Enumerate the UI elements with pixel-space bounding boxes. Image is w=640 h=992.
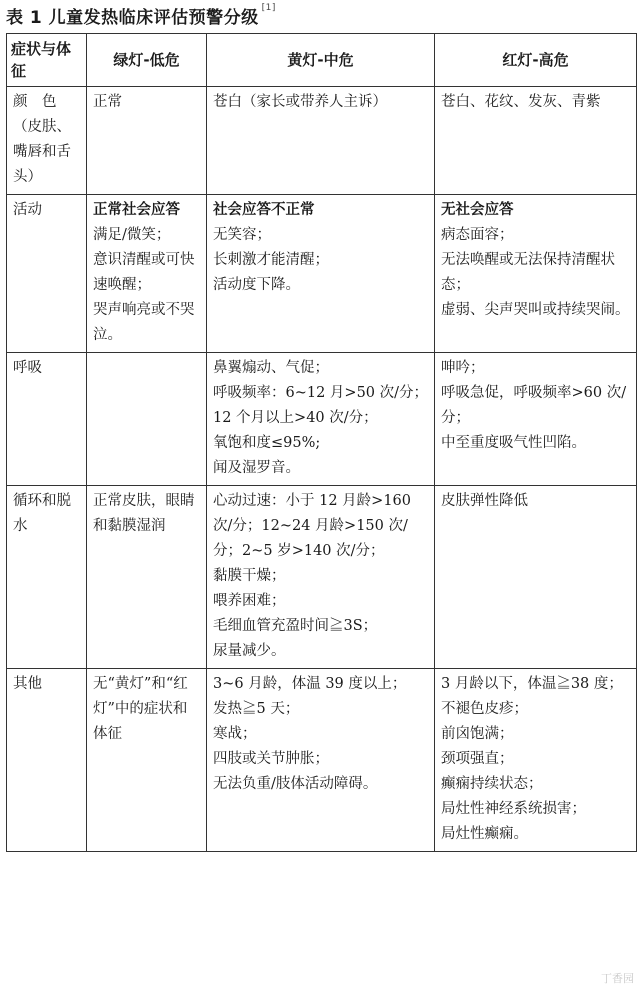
red-cell-line: 苍白、花纹、发灰、青紫: [441, 94, 601, 110]
red-cell-line: 癫痫持续状态；: [441, 776, 543, 792]
yellow-cell-line: 活动度下降。: [213, 277, 300, 293]
red-cell-line: 皮肤弹性降低: [441, 493, 528, 509]
yellow-cell-line: 无笑容；: [213, 227, 271, 243]
green-level-cell: [87, 195, 207, 353]
yellow-level-cell: [207, 87, 435, 195]
caption-reference: [1]: [261, 3, 276, 13]
table-caption: [6, 3, 276, 28]
red-cell-line: 不褪色皮疹；: [441, 701, 528, 717]
yellow-cell-line: 苍白（家长或带养人主诉）: [213, 94, 387, 110]
yellow-cell-line: 鼻翼煽动、气促；: [213, 360, 329, 376]
green-cell-line: 哭声响亮或不哭泣。: [93, 302, 195, 343]
table-row: [7, 195, 637, 353]
yellow-cell-line: 呼吸频率：6~12 月>50 次/分；12 个月以上>40 次/分；: [213, 385, 429, 426]
red-cell-line: 无法唤醒或无法保持清醒状态；: [441, 252, 615, 293]
red-cell-line: 病态面容；: [441, 227, 514, 243]
yellow-level-cell: [207, 669, 435, 852]
yellow-level-cell: [207, 486, 435, 669]
green-level-cell: [87, 669, 207, 852]
yellow-cell-line: 氧饱和度≤95%;: [213, 435, 321, 451]
yellow-level-cell: [207, 195, 435, 353]
green-cell-line: 满足/微笑；: [93, 227, 171, 243]
yellow-cell-line: 长刺激才能清醒；: [213, 252, 329, 268]
symptom-cell: 活动: [7, 195, 87, 353]
yellow-cell-line: 毛细血管充盈时间≧3S；: [213, 618, 378, 634]
green-cell-line: 正常: [93, 94, 122, 110]
green-level-cell: [87, 353, 207, 486]
symptom-cell: 颜 色（皮肤、嘴唇和舌头）: [7, 87, 87, 195]
green-cell-line: 无“黄灯”和“红灯”中的症状和体征: [93, 676, 188, 742]
yellow-cell-line: 尿量减少。: [213, 643, 286, 659]
table-row: [7, 353, 637, 486]
red-cell-line: 局灶性癫痫。: [441, 826, 528, 842]
red-cell-heading: 无社会应答: [441, 202, 514, 218]
red-level-cell: [435, 486, 637, 669]
yellow-cell-line: 闻及湿罗音。: [213, 460, 300, 476]
green-cell-line: 意识清醒或可快速唤醒；: [93, 252, 195, 293]
yellow-cell-heading: 社会应答不正常: [213, 202, 315, 218]
header-yellow: 黄灯-中危: [207, 34, 435, 87]
green-level-cell: [87, 486, 207, 669]
table-row: [7, 87, 637, 195]
header-row: [7, 34, 637, 87]
green-cell-line: 正常皮肤，眼睛和黏膜湿润: [93, 493, 195, 534]
fever-warning-table: [6, 33, 637, 852]
symptom-cell: 呼吸: [7, 353, 87, 486]
watermark-text: 丁香园: [601, 972, 634, 985]
header-red: 红灯-高危: [435, 34, 637, 87]
red-cell-line: 前囟饱满；: [441, 726, 514, 742]
red-level-cell: [435, 195, 637, 353]
red-cell-line: 呼吸急促，呼吸频率>60 次/分；: [441, 385, 627, 426]
red-cell-line: 颈项强直；: [441, 751, 514, 767]
red-cell-line: 呻吟；: [441, 360, 485, 376]
table-row: [7, 486, 637, 669]
header-symptom: 症状与体征: [7, 34, 87, 87]
red-cell-line: 中至重度吸气性凹陷。: [441, 435, 586, 451]
header-green: 绿灯-低危: [87, 34, 207, 87]
caption-title: 表 1 儿童发热临床评估预警分级: [6, 8, 259, 28]
red-cell-line: 虚弱、尖声哭叫或持续哭闹。: [441, 302, 630, 318]
yellow-cell-line: 心动过速：小于 12 月龄>160 次/分；12~24 月龄>150 次/分；2~5 岁>140 次/分；: [213, 493, 411, 559]
symptom-cell: 循环和脱水: [7, 486, 87, 669]
yellow-cell-line: 寒战；: [213, 726, 257, 742]
red-level-cell: [435, 353, 637, 486]
yellow-level-cell: [207, 353, 435, 486]
yellow-cell-line: 发热≧5 天；: [213, 701, 300, 717]
red-level-cell: [435, 87, 637, 195]
red-cell-line: 3 月龄以下，体温≧38 度；: [441, 676, 623, 692]
green-level-cell: [87, 87, 207, 195]
yellow-cell-line: 无法负重/肢体活动障碍。: [213, 776, 378, 792]
green-cell-heading: 正常社会应答: [93, 202, 180, 218]
yellow-cell-line: 黏膜干燥；: [213, 568, 286, 584]
red-cell-line: 局灶性神经系统损害；: [441, 801, 586, 817]
table-row: [7, 669, 637, 852]
yellow-cell-line: 3~6 月龄，体温 39 度以上；: [213, 676, 407, 692]
symptom-cell: 其他: [7, 669, 87, 852]
yellow-cell-line: 四肢或关节肿胀；: [213, 751, 329, 767]
yellow-cell-line: 喂养困难；: [213, 593, 286, 609]
red-level-cell: [435, 669, 637, 852]
